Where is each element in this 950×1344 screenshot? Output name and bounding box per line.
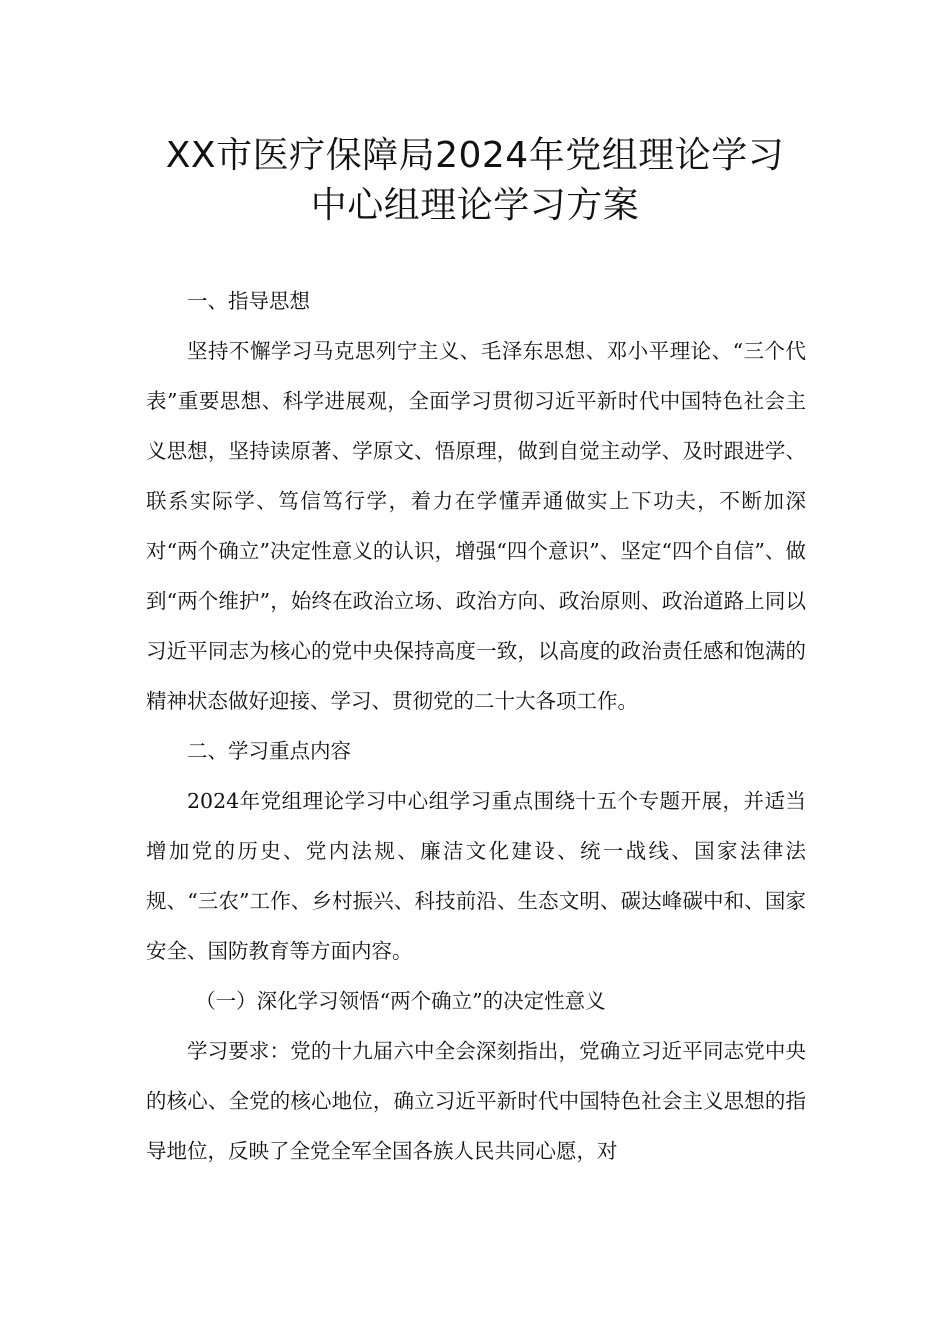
document-body <box>146 276 806 1176</box>
section-1-heading: 一、指导思想 <box>187 289 310 313</box>
section-2-paragraph: 2024年党组理论学习中心组学习重点围绕十五个专题开展，并适当增加党的历史、党内法规、廉洁文化建设、统一战线、国家法律法规、“三农”工作、乡村振兴、科技前沿、生态文明、碳达峰碳中和、国家安全、国防教育等方面内容。 <box>146 789 806 963</box>
subsection-1-paragraph: 学习要求：党的十九届六中全会深刻指出，党确立习近平同志党中央的核心、全党的核心地位，确立习近平新时代中国特色社会主义思想的指导地位，反映了全党全军全国各族人民共同心愿，对 <box>146 1039 806 1163</box>
section-1-paragraph: 坚持不懈学习马克思列宁主义、毛泽东思想、邓小平理论、“三个代表”重要思想、科学进展观，全面学习贯彻习近平新时代中国特色社会主义思想，坚持读原著、学原文、悟原理，做到自觉主动学、及时跟进学、联系实际学、笃信笃行学，着力在学懂弄通做实上下功夫，不断加深对“两个确立”决定性意义的认识，增强“四个意识”、坚定“四个自信”、做到“两个维护”，始终在政治立场、政治方向、政治原则、政治道路上同以习近平同志为核心的党中央保持高度一致，以高度的政治责任感和饱满的精神状态做好迎接、学习、贯彻党的二十大各项工作。 <box>146 339 806 713</box>
subsection-1-heading: （一）深化学习领悟“两个确立”的决定性意义 <box>195 989 606 1013</box>
section-2-heading: 二、学习重点内容 <box>187 739 351 763</box>
document-title-line-2: 中心组理论学习方案 <box>310 185 640 226</box>
document-title-line-1: XX市医疗保障局2024年党组理论学习 <box>165 135 785 176</box>
